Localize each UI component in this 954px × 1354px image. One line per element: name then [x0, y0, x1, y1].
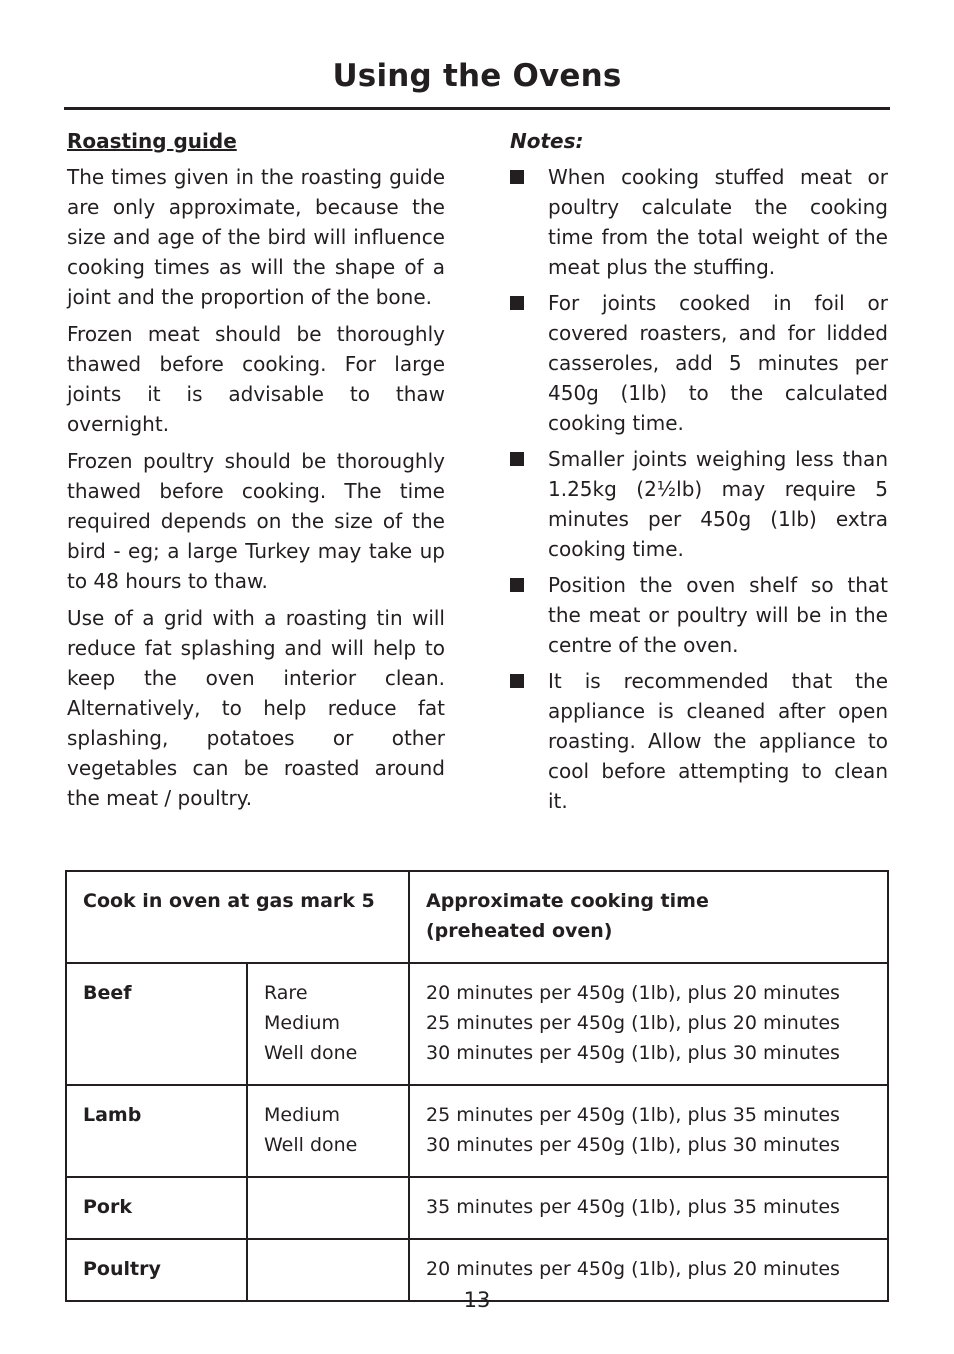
table-row: [66, 1085, 888, 1177]
square-bullet-icon: [510, 288, 548, 438]
page-number: 13: [463, 1288, 491, 1312]
note-item: [510, 162, 888, 282]
header-cooking-time: Approximate cooking time (preheated oven): [409, 871, 888, 963]
time-cell: 20 minutes per 450g (1lb), plus 20 minutes 25 minutes per 450g (1lb), plus 20 minutes 30 minutes per 450g (1lb), plus 30 minutes: [409, 963, 888, 1085]
square-bullet-icon: [510, 666, 548, 816]
table-row: [66, 1177, 888, 1239]
page-title: Using the Ovens: [332, 58, 622, 94]
square-bullet-icon: [510, 570, 548, 660]
note-item: [510, 570, 888, 660]
meat-cell: Lamb: [66, 1085, 247, 1177]
title-rule: [64, 107, 890, 110]
time-cell: 35 minutes per 450g (1lb), plus 35 minutes: [409, 1177, 888, 1239]
meat-cell: Beef: [66, 963, 247, 1085]
square-bullet-icon: [510, 444, 548, 564]
note-text: Position the oven shelf so that the meat or poultry will be in the centre of the oven.: [548, 573, 888, 657]
table-row: [66, 963, 888, 1085]
note-item: [510, 666, 888, 816]
meat-cell: Poultry: [66, 1239, 247, 1301]
notes-column: [510, 126, 888, 822]
roasting-guide-paragraph: Use of a grid with a roasting tin will reduce fat splashing and will help to keep the oven interior clean. Alternatively, to help reduce fat splashing, potatoes or other vegetables can be roasted around the meat / poultry.: [67, 606, 445, 810]
cut-cell: [247, 1177, 409, 1239]
roasting-guide-paragraph: Frozen poultry should be thoroughly thawed before cooking. The time required depends on the size of the bird - eg; a large Turkey may take up to 48 hours to thaw.: [67, 449, 445, 593]
cooking-time-table: [65, 870, 889, 1302]
roasting-guide-column: [67, 126, 445, 820]
note-item: [510, 444, 888, 564]
roasting-guide-heading: Roasting guide: [67, 129, 237, 153]
square-bullet-icon: [510, 162, 548, 282]
time-cell: 20 minutes per 450g (1lb), plus 20 minutes: [409, 1239, 888, 1301]
note-text: It is recommended that the appliance is cleaned after open roasting. Allow the appliance to cool before attempting to clean it.: [548, 669, 888, 813]
note-text: When cooking stuffed meat or poultry calculate the cooking time from the total weight of the meat plus the stuffing.: [548, 165, 888, 279]
table-header-row: [66, 871, 888, 963]
note-item: [510, 288, 888, 438]
meat-cell: Pork: [66, 1177, 247, 1239]
cut-cell: Medium Well done: [247, 1085, 409, 1177]
time-cell: 25 minutes per 450g (1lb), plus 35 minutes 30 minutes per 450g (1lb), plus 30 minutes: [409, 1085, 888, 1177]
note-text: Smaller joints weighing less than 1.25kg (2½lb) may require 5 minutes per 450g (1lb) extra cooking time.: [548, 447, 888, 561]
roasting-guide-paragraph: The times given in the roasting guide are only approximate, because the size and age of the bird will influence cooking times as will the shape of a joint and the proportion of the bone.: [67, 165, 445, 309]
roasting-guide-paragraph: Frozen meat should be thoroughly thawed before cooking. For large joints it is advisable to thaw overnight.: [67, 322, 445, 436]
note-text: For joints cooked in foil or covered roasters, and for lidded casseroles, add 5 minutes per 450g (1lb) to the calculated cooking time.: [548, 291, 888, 435]
cut-cell: Rare Medium Well done: [247, 963, 409, 1085]
header-gas-mark: Cook in oven at gas mark 5: [66, 871, 409, 963]
notes-heading: Notes:: [510, 129, 584, 153]
